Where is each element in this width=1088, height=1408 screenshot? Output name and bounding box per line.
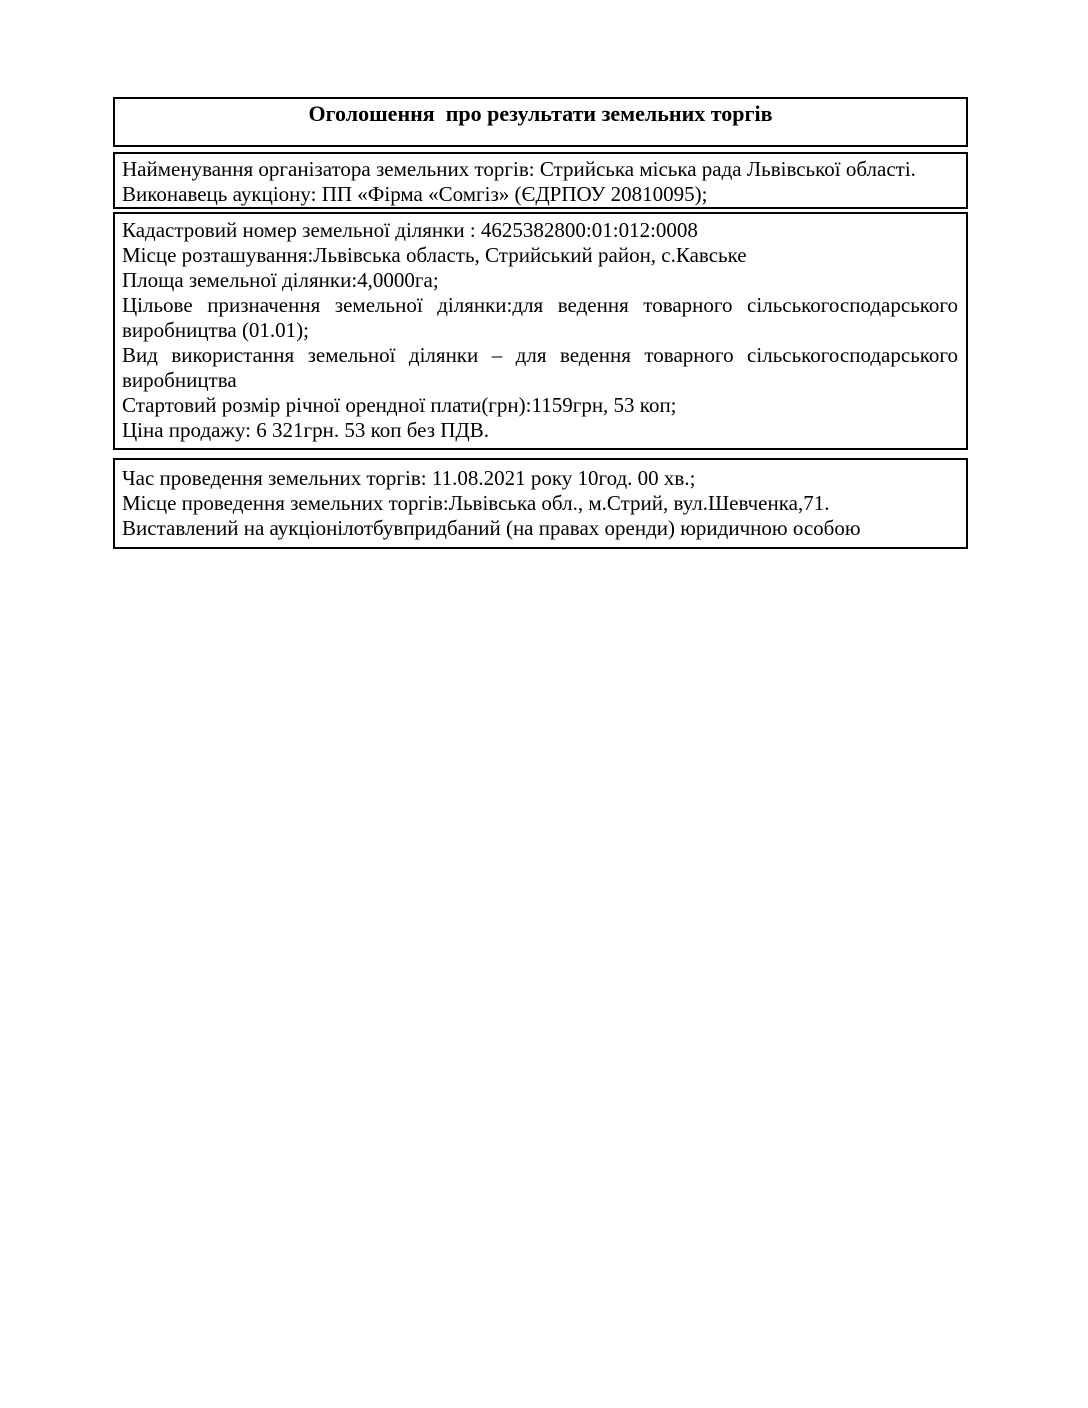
- lot-result-line: Виставлений на аукціонілотбувпридбаний (на правах оренди) юридичною особою: [122, 516, 861, 540]
- parcel-details-section: [113, 212, 968, 450]
- location-line: Місце розташування:Львівська область, Стрийський район, с.Кавське: [122, 243, 747, 267]
- auction-executor-line: Виконавець аукціону: ПП «Фірма «Сомгіз» (ЄДРПОУ 20810095);: [122, 182, 708, 206]
- document-title: Оголошення про результати земельних торгів: [308, 101, 773, 126]
- purpose-line-continued: виробництва (01.01);: [122, 318, 310, 342]
- auction-time-line: Час проведення земельних торгів: 11.08.2021 року 10год. 00 хв.;: [122, 466, 696, 490]
- use-type-line-continued: виробництва: [122, 368, 237, 392]
- use-type-line: Вид використання земельної ділянки – для ведення товарного сільськогосподарського: [122, 343, 958, 367]
- auction-place-line: Місце проведення земельних торгів:Львівська обл., м.Стрий, вул.Шевченка,71.: [122, 491, 830, 515]
- title-section: [113, 97, 968, 147]
- organizer-name-line: Найменування організатора земельних торгів: Стрийська міська рада Львівської області.: [122, 157, 916, 181]
- purpose-line: Цільове призначення земельної ділянки:для ведення товарного сільськогосподарського: [122, 293, 958, 317]
- area-line: Площа земельної ділянки:4,0000га;: [122, 268, 439, 292]
- organizer-section: [113, 152, 968, 209]
- auction-details-section: [113, 458, 968, 549]
- sale-price-line: Ціна продажу: 6 321грн. 53 коп без ПДВ.: [122, 418, 490, 442]
- starting-rent-line: Стартовий розмір річної орендної плати(грн):1159грн, 53 коп;: [122, 393, 677, 417]
- cadastral-number-line: Кадастровий номер земельної ділянки : 4625382800:01:012:0008: [122, 218, 698, 242]
